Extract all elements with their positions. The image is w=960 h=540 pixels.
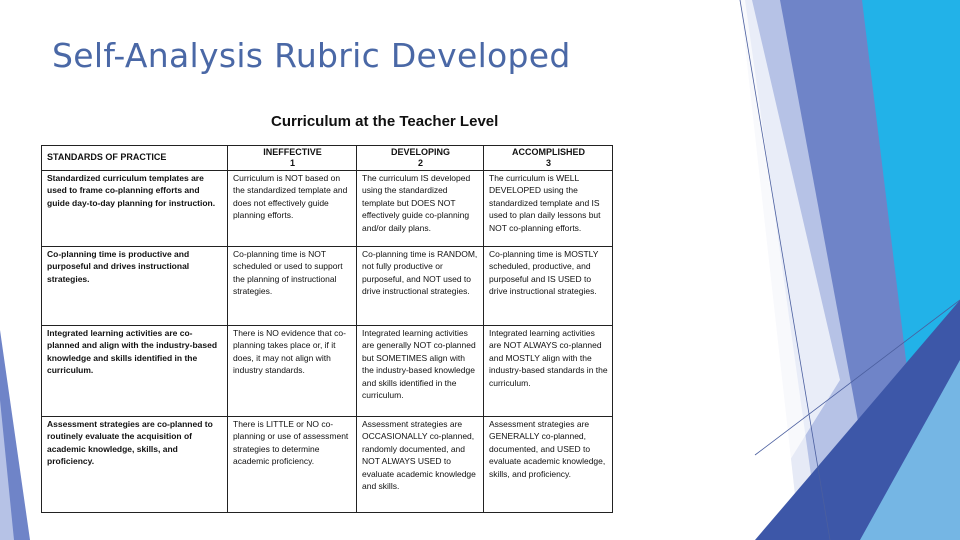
header-level-developing — [357, 146, 484, 171]
rubric-table — [41, 145, 613, 513]
level-name: ACCOMPLISHED — [511, 147, 585, 157]
accomplished-cell: The curriculum is WELL DEVELOPED using the standardized template and IS used to plan daily lessons but NOT co-planning efforts. — [484, 171, 613, 247]
ineffective-cell: Co-planning time is NOT scheduled or used to support the planning of instructional strategies. — [228, 247, 357, 326]
header-standards: STANDARDS OF PRACTICE — [42, 146, 228, 171]
developing-cell: Integrated learning activities are generally NOT co-planned but SOMETIMES align with the industry-based knowledge and skills identified in the curriculum. — [357, 326, 484, 417]
rubric-header-row — [42, 146, 613, 171]
ineffective-cell: There is LITTLE or NO co-planning or use of assessment strategies to determine academic proficiency. — [228, 417, 357, 513]
slide-title: Self-Analysis Rubric Developed — [52, 36, 571, 75]
table-row — [42, 326, 613, 417]
standard-cell: Standardized curriculum templates are used to frame co-planning efforts and guide day-to-day planning for instruction. — [42, 171, 228, 247]
header-level-accomplished — [484, 146, 613, 171]
level-number: 3 — [545, 158, 551, 168]
ineffective-cell: Curriculum is NOT based on the standardized template and does not effectively guide planning efforts. — [228, 171, 357, 247]
level-name: INEFFECTIVE — [263, 147, 322, 157]
accomplished-cell: Integrated learning activities are NOT ALWAYS co-planned and MOSTLY align with the industry-based standards in the curriculum. — [484, 326, 613, 417]
table-row — [42, 417, 613, 513]
accomplished-cell: Assessment strategies are GENERALLY co-planned, documented, and USED to evaluate academic knowledge, skills, and proficiency. — [484, 417, 613, 513]
level-name: DEVELOPING — [390, 147, 450, 157]
header-level-ineffective — [228, 146, 357, 171]
standard-cell: Co-planning time is productive and purposeful and drives instructional strategies. — [42, 247, 228, 326]
standard-cell: Assessment strategies are co-planned to routinely evaluate the acquisition of academic knowledge, skills, and proficiency. — [42, 417, 228, 513]
level-number: 2 — [417, 158, 423, 168]
table-row — [42, 247, 613, 326]
ineffective-cell: There is NO evidence that co-planning takes place or, if it does, it may not align with industry standards. — [228, 326, 357, 417]
standard-cell: Integrated learning activities are co-planned and align with the industry-based knowledge and skills identified in the curriculum. — [42, 326, 228, 417]
level-number: 1 — [289, 158, 295, 168]
table-caption: Curriculum at the Teacher Level — [271, 113, 499, 130]
developing-cell: Assessment strategies are OCCASIONALLY co-planned, randomly documented, and NOT ALWAYS USED to evaluate academic knowledge and skills. — [357, 417, 484, 513]
developing-cell: The curriculum IS developed using the standardized template but DOES NOT effectively guide co-planning and/or daily plans. — [357, 171, 484, 247]
table-row — [42, 171, 613, 247]
developing-cell: Co-planning time is RANDOM, not fully productive or purposeful, and NOT used to drive instructional strategies. — [357, 247, 484, 326]
accomplished-cell: Co-planning time is MOSTLY scheduled, productive, and purposeful and IS USED to drive instructional strategies. — [484, 247, 613, 326]
